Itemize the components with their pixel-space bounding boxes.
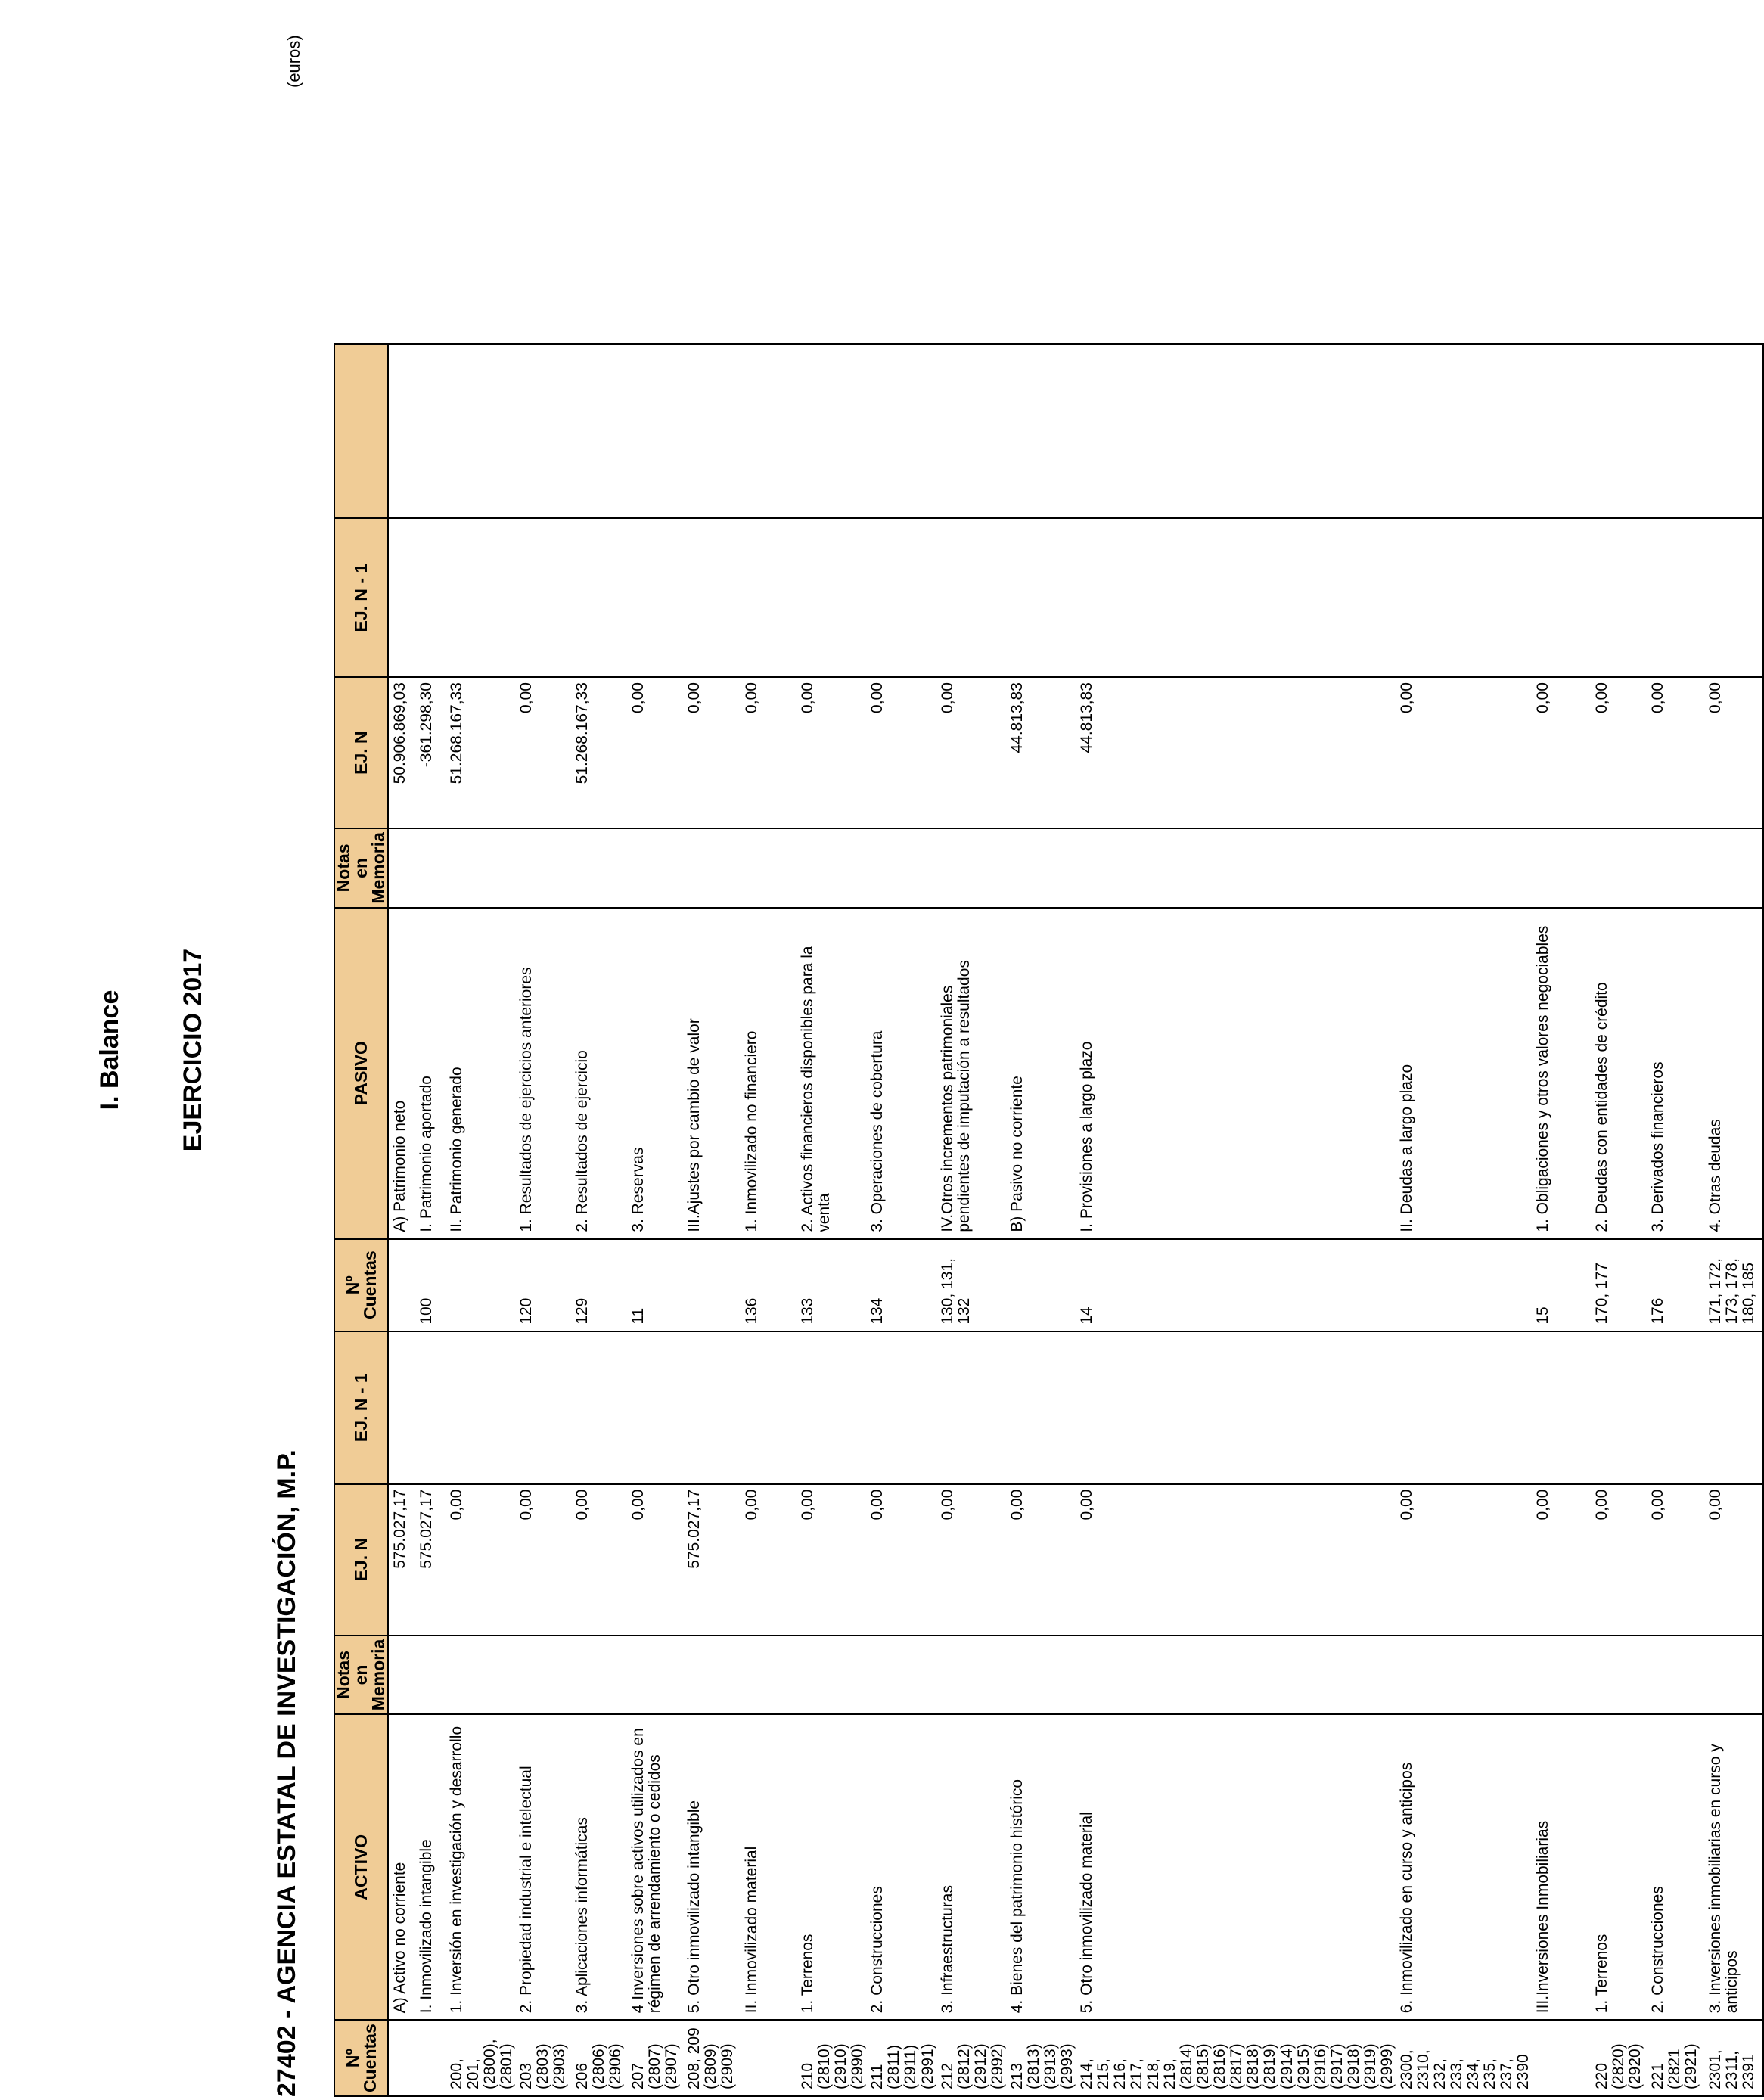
pasivo-label: I. Provisiones a largo plazo	[1076, 908, 1396, 1239]
table-row	[388, 344, 415, 2096]
pasivo-notas	[741, 828, 797, 908]
pasivo-label: A) Patrimonio neto	[388, 908, 415, 1239]
activo-label: 6. Inmovilizado en curso y anticipos	[1396, 1714, 1532, 2020]
activo-ej-n1	[388, 1331, 415, 1484]
activo-ej-n1	[683, 1331, 741, 1484]
pasivo-ej-n1	[741, 518, 797, 677]
blank-cell	[1076, 344, 1396, 518]
blank-cell	[1591, 344, 1647, 518]
activo-cuentas: 2300, 2310, 232, 233, 234, 235, 237, 2390	[1396, 2020, 1532, 2096]
pasivo-cuentas	[1396, 1239, 1532, 1331]
table-row	[1396, 344, 1532, 2096]
blank-cell	[683, 344, 741, 518]
pasivo-ej-n1	[797, 518, 866, 677]
table-row	[1532, 344, 1591, 2096]
activo-ej-n1	[446, 1331, 515, 1484]
activo-label: 3. Aplicaciones informáticas	[571, 1714, 627, 2020]
pasivo-label: 1. Inmovilizado no financiero	[741, 908, 797, 1239]
activo-ej-n: 0,00	[741, 1484, 797, 1636]
pasivo-ej-n1	[936, 518, 1006, 677]
pasivo-cuentas: 120	[515, 1239, 571, 1331]
activo-notas	[741, 1636, 797, 1715]
activo-label: 4. Bienes del patrimonio histórico	[1006, 1714, 1076, 2020]
blank-cell	[866, 344, 936, 518]
activo-notas	[797, 1636, 866, 1715]
pasivo-ej-n: 0,00	[515, 677, 571, 828]
pasivo-notas	[415, 828, 446, 908]
activo-ej-n: 0,00	[866, 1484, 936, 1636]
activo-cuentas: 2301, 2311, 2391	[1704, 2020, 1763, 2096]
activo-ej-n1	[797, 1331, 866, 1484]
pasivo-notas	[515, 828, 571, 908]
col-header-pasivo-ej-n1: EJ. N - 1	[334, 518, 388, 677]
pasivo-label: 2. Resultados de ejercicio	[571, 908, 627, 1239]
pasivo-label: IV.Otros incrementos patrimoniales pendientes de imputación a resultados	[936, 908, 1006, 1239]
table-row	[1704, 344, 1763, 2096]
activo-notas	[1647, 1636, 1704, 1715]
activo-label: 5. Otro inmovilizado material	[1076, 1714, 1396, 2020]
pasivo-label: 4. Otras deudas	[1704, 908, 1763, 1239]
activo-notas	[446, 1636, 515, 1715]
pasivo-ej-n: 0,00	[1532, 677, 1591, 828]
activo-label: I. Inmovilizado intangible	[415, 1714, 446, 2020]
pasivo-cuentas: 136	[741, 1239, 797, 1331]
col-header-pasivo-notas: Notas en Memoria	[334, 828, 388, 908]
activo-notas	[1006, 1636, 1076, 1715]
activo-cuentas: 220 (2820) (2920)	[1591, 2020, 1647, 2096]
pasivo-ej-n: 51.268.167,33	[446, 677, 515, 828]
pasivo-notas	[571, 828, 627, 908]
col-header-pasivo: PASIVO	[334, 908, 388, 1239]
activo-cuentas	[1532, 2020, 1591, 2096]
table-row	[866, 344, 936, 2096]
pasivo-label: 1. Obligaciones y otros valores negociables	[1532, 908, 1591, 1239]
activo-cuentas: 212 (2812) (2912) (2992)	[936, 2020, 1006, 2096]
pasivo-notas	[388, 828, 415, 908]
activo-ej-n1	[1591, 1331, 1647, 1484]
pasivo-label: 3. Derivados financieros	[1647, 908, 1704, 1239]
activo-ej-n: 0,00	[1076, 1484, 1396, 1636]
activo-label: 2. Construcciones	[866, 1714, 936, 2020]
table-row	[627, 344, 683, 2096]
pasivo-label: II. Patrimonio generado	[446, 908, 515, 1239]
pasivo-ej-n1	[1647, 518, 1704, 677]
pasivo-ej-n1	[388, 518, 415, 677]
blank-cell	[627, 344, 683, 518]
activo-ej-n: 0,00	[1704, 1484, 1763, 1636]
activo-label: 5. Otro inmovilizado intangible	[683, 1714, 741, 2020]
pasivo-ej-n1	[1532, 518, 1591, 677]
activo-ej-n1	[1396, 1331, 1532, 1484]
pasivo-ej-n: 0,00	[1396, 677, 1532, 828]
pasivo-notas	[1006, 828, 1076, 908]
activo-cuentas: 206 (2806) (2906)	[571, 2020, 627, 2096]
table-row	[1647, 344, 1704, 2096]
header-blank	[334, 344, 388, 518]
pasivo-cuentas	[388, 1239, 415, 1331]
activo-ej-n1	[1076, 1331, 1396, 1484]
activo-ej-n1	[741, 1331, 797, 1484]
activo-ej-n1	[627, 1331, 683, 1484]
exercise-title: EJERCICIO 2017	[179, 948, 207, 1152]
header-row	[334, 344, 388, 2096]
activo-cuentas: 210 (2810) (2910) (2990)	[797, 2020, 866, 2096]
activo-notas	[1396, 1636, 1532, 1715]
pasivo-notas	[1532, 828, 1591, 908]
activo-ej-n: 0,00	[936, 1484, 1006, 1636]
activo-notas	[515, 1636, 571, 1715]
pasivo-label: 3. Reservas	[627, 908, 683, 1239]
pasivo-ej-n1	[1704, 518, 1763, 677]
col-header-activo: ACTIVO	[334, 1714, 388, 2020]
blank-cell	[1647, 344, 1704, 518]
pasivo-ej-n: 51.268.167,33	[571, 677, 627, 828]
blank-cell	[1396, 344, 1532, 518]
col-header-activo-notas: Notas en Memoria	[334, 1636, 388, 1715]
col-header-activo-ej-n: EJ. N	[334, 1484, 388, 1636]
activo-notas	[571, 1636, 627, 1715]
table-row	[1006, 344, 1076, 2096]
activo-ej-n: 0,00	[627, 1484, 683, 1636]
blank-cell	[515, 344, 571, 518]
blank-cell	[1006, 344, 1076, 518]
activo-ej-n: 575.027,17	[683, 1484, 741, 1636]
pasivo-ej-n1	[1396, 518, 1532, 677]
activo-notas	[1532, 1636, 1591, 1715]
pasivo-cuentas: 176	[1647, 1239, 1704, 1331]
activo-ej-n1	[571, 1331, 627, 1484]
col-header-pasivo-ej-n: EJ. N	[334, 677, 388, 828]
activo-ej-n: 0,00	[446, 1484, 515, 1636]
activo-ej-n1	[1532, 1331, 1591, 1484]
activo-ej-n1	[1704, 1331, 1763, 1484]
pasivo-cuentas: 170, 177	[1591, 1239, 1647, 1331]
activo-notas	[415, 1636, 446, 1715]
pasivo-cuentas: 133	[797, 1239, 866, 1331]
pasivo-ej-n: -361.298,30	[415, 677, 446, 828]
activo-cuentas: 207 (2807) (2907)	[627, 2020, 683, 2096]
activo-cuentas: 213 (2813) (2913) (2993)	[1006, 2020, 1076, 2096]
activo-label: 1. Terrenos	[797, 1714, 866, 2020]
pasivo-cuentas: 171, 172, 173, 178, 180, 185	[1704, 1239, 1763, 1331]
activo-notas	[936, 1636, 1006, 1715]
pasivo-notas	[1396, 828, 1532, 908]
blank-cell	[388, 344, 415, 518]
activo-ej-n1	[515, 1331, 571, 1484]
activo-cuentas: 208, 209 (2809) (2909)	[683, 2020, 741, 2096]
pasivo-ej-n: 0,00	[1591, 677, 1647, 828]
activo-label: 1. Terrenos	[1591, 1714, 1647, 2020]
pasivo-label: B) Pasivo no corriente	[1006, 908, 1076, 1239]
activo-label: 4 Inversiones sobre activos utilizados en régimen de arrendamiento o cedidos	[627, 1714, 683, 2020]
balance-body	[388, 344, 1763, 2096]
table-row	[797, 344, 866, 2096]
blank-cell	[797, 344, 866, 518]
pasivo-ej-n: 44.813,83	[1006, 677, 1076, 828]
section-title: I. Balance	[95, 989, 124, 1111]
pasivo-ej-n1	[683, 518, 741, 677]
activo-label: 2. Construcciones	[1647, 1714, 1704, 2020]
activo-ej-n: 0,00	[571, 1484, 627, 1636]
pasivo-ej-n: 0,00	[1704, 677, 1763, 828]
pasivo-label: 2. Activos financieros disponibles para la venta	[797, 908, 866, 1239]
activo-label: 2. Propiedad industrial e intelectual	[515, 1714, 571, 2020]
activo-label: 3. Infraestructuras	[936, 1714, 1006, 2020]
activo-ej-n1	[936, 1331, 1006, 1484]
pasivo-notas	[1647, 828, 1704, 908]
col-header-pasivo-cuentas: Nº Cuentas	[334, 1239, 388, 1331]
activo-ej-n1	[1647, 1331, 1704, 1484]
table-row	[936, 344, 1006, 2096]
activo-cuentas: 214, 215, 216, 217, 218, 219, (2814) (2815) (2816) (2817) (2818) (2819) (2914) (2915) (2916) (2917) (2918) (2919) (2999)	[1076, 2020, 1396, 2096]
pasivo-notas	[1591, 828, 1647, 908]
pasivo-cuentas	[1006, 1239, 1076, 1331]
activo-cuentas: 200, 201, (2800), (2801)	[446, 2020, 515, 2096]
activo-notas	[683, 1636, 741, 1715]
blank-cell	[1532, 344, 1591, 518]
pasivo-notas	[1076, 828, 1396, 908]
pasivo-ej-n: 0,00	[866, 677, 936, 828]
activo-label: A) Activo no corriente	[388, 1714, 415, 2020]
table-row	[1591, 344, 1647, 2096]
activo-label: 3. Inversiones inmobiliarias en curso y anticipos	[1704, 1714, 1763, 2020]
pasivo-notas	[866, 828, 936, 908]
pasivo-label: 1. Resultados de ejercicios anteriores	[515, 908, 571, 1239]
activo-ej-n: 0,00	[515, 1484, 571, 1636]
activo-ej-n1	[1006, 1331, 1076, 1484]
activo-ej-n1	[866, 1331, 936, 1484]
pasivo-notas	[446, 828, 515, 908]
pasivo-cuentas	[683, 1239, 741, 1331]
pasivo-ej-n1	[571, 518, 627, 677]
pasivo-ej-n1	[627, 518, 683, 677]
pasivo-ej-n1	[1006, 518, 1076, 677]
activo-notas	[866, 1636, 936, 1715]
pasivo-notas	[936, 828, 1006, 908]
blank-cell	[936, 344, 1006, 518]
pasivo-ej-n: 0,00	[1647, 677, 1704, 828]
table-row	[683, 344, 741, 2096]
pasivo-label: 3. Operaciones de cobertura	[866, 908, 936, 1239]
activo-cuentas	[388, 2020, 415, 2096]
pasivo-label: II. Deudas a largo plazo	[1396, 908, 1532, 1239]
pasivo-ej-n: 0,00	[741, 677, 797, 828]
pasivo-notas	[683, 828, 741, 908]
pasivo-ej-n: 44.813,83	[1076, 677, 1396, 828]
pasivo-ej-n1	[415, 518, 446, 677]
activo-notas	[1704, 1636, 1763, 1715]
pasivo-cuentas: 129	[571, 1239, 627, 1331]
blank-cell	[415, 344, 446, 518]
activo-label: II. Inmovilizado material	[741, 1714, 797, 2020]
activo-ej-n: 575.027,17	[388, 1484, 415, 1636]
units-label: (euros)	[284, 35, 303, 88]
activo-notas	[1076, 1636, 1396, 1715]
pasivo-cuentas: 11	[627, 1239, 683, 1331]
activo-notas	[1591, 1636, 1647, 1715]
activo-ej-n: 0,00	[1006, 1484, 1076, 1636]
pasivo-ej-n: 0,00	[683, 677, 741, 828]
blank-cell	[1704, 344, 1763, 518]
pasivo-ej-n1	[446, 518, 515, 677]
pasivo-ej-n: 0,00	[797, 677, 866, 828]
activo-cuentas: 211 (2811) (2911) (2991)	[866, 2020, 936, 2096]
activo-ej-n: 0,00	[1591, 1484, 1647, 1636]
entity-name: 27402 - AGENCIA ESTATAL DE INVESTIGACIÓN, M.P.	[272, 1449, 301, 2097]
pasivo-label: III.Ajustes por cambio de valor	[683, 908, 741, 1239]
activo-ej-n: 0,00	[1396, 1484, 1532, 1636]
pasivo-ej-n1	[1076, 518, 1396, 677]
pasivo-notas	[1704, 828, 1763, 908]
blank-cell	[446, 344, 515, 518]
pasivo-ej-n1	[866, 518, 936, 677]
table-row	[446, 344, 515, 2096]
table-row	[515, 344, 571, 2096]
pasivo-label: 2. Deudas con entidades de crédito	[1591, 908, 1647, 1239]
activo-notas	[627, 1636, 683, 1715]
col-header-activo-ej-n1: EJ. N - 1	[334, 1331, 388, 1484]
activo-ej-n: 0,00	[1647, 1484, 1704, 1636]
table-row	[1076, 344, 1396, 2096]
pasivo-ej-n1	[1591, 518, 1647, 677]
activo-label: 1. Inversión en investigación y desarrollo	[446, 1714, 515, 2020]
activo-cuentas: 203 (2803) (2903)	[515, 2020, 571, 2096]
pasivo-ej-n: 0,00	[627, 677, 683, 828]
pasivo-notas	[797, 828, 866, 908]
activo-cuentas	[415, 2020, 446, 2096]
activo-ej-n: 0,00	[797, 1484, 866, 1636]
blank-cell	[571, 344, 627, 518]
pasivo-cuentas: 15	[1532, 1239, 1591, 1331]
activo-notas	[388, 1636, 415, 1715]
activo-ej-n1	[415, 1331, 446, 1484]
table-row	[741, 344, 797, 2096]
pasivo-label: I. Patrimonio aportado	[415, 908, 446, 1239]
table-row	[415, 344, 446, 2096]
col-header-activo-cuentas: Nº Cuentas	[334, 2020, 388, 2096]
pasivo-ej-n: 0,00	[936, 677, 1006, 828]
activo-label: III.Inversiones Inmobiliarias	[1532, 1714, 1591, 2020]
pasivo-cuentas: 134	[866, 1239, 936, 1331]
activo-ej-n: 575.027,17	[415, 1484, 446, 1636]
activo-ej-n: 0,00	[1532, 1484, 1591, 1636]
activo-cuentas	[741, 2020, 797, 2096]
pasivo-ej-n1	[515, 518, 571, 677]
table-row	[571, 344, 627, 2096]
pasivo-cuentas: 14	[1076, 1239, 1396, 1331]
pasivo-cuentas	[446, 1239, 515, 1331]
pasivo-notas	[627, 828, 683, 908]
pasivo-cuentas: 130, 131, 132	[936, 1239, 1006, 1331]
balance-table	[334, 343, 1764, 2097]
pasivo-cuentas: 100	[415, 1239, 446, 1331]
pasivo-ej-n: 50.906.869,03	[388, 677, 415, 828]
activo-cuentas: 221 (2821 (2921)	[1647, 2020, 1704, 2096]
blank-cell	[741, 344, 797, 518]
